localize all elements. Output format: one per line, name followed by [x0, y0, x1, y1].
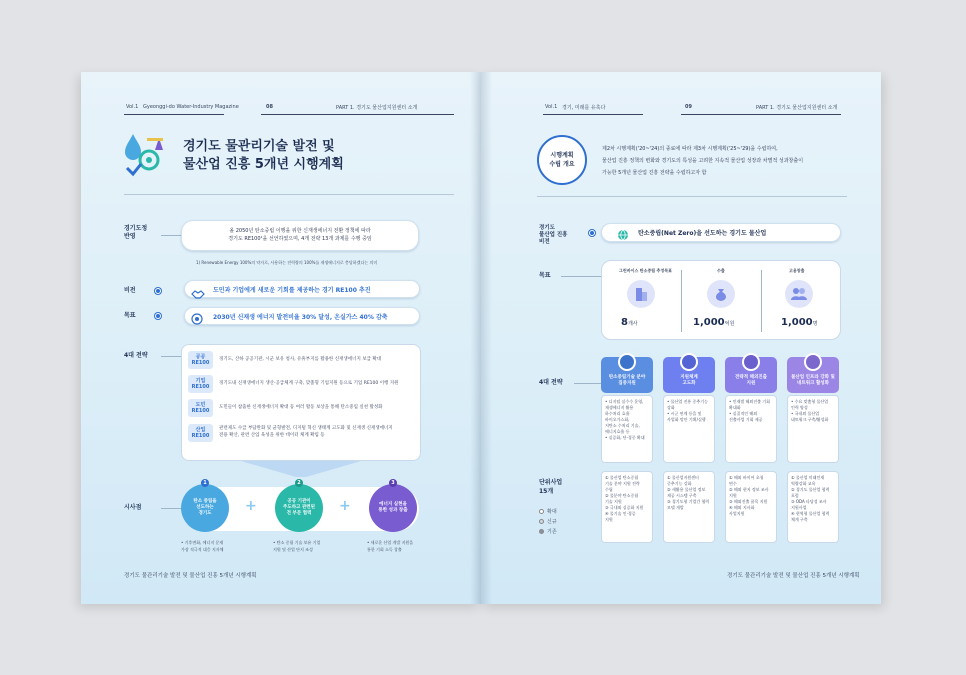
strategy-text: 관련제도 수급 부담완화 및 균형발전, 디지털 혁신 생태계 고도화 및 신재생 신재생에너지 전용 확산, 관련 산업 육성을 위한 데이터 체계 확립 등 [219, 426, 393, 438]
section-label-vision: 비전 [124, 287, 136, 294]
header-rule [543, 114, 643, 115]
strategy-tag: 공공 RE100 [188, 351, 213, 369]
implication-desc: • 탄소 중립 기술 보유 기업 지원 및 산업 단지 조성 [273, 540, 321, 552]
strategy-bullets: • 물산업 진흥 중추기능 강화 • 시군 연계 등을 및 사업화 망안 기획/실행 [663, 395, 715, 463]
target-icon [191, 310, 203, 329]
step-number: 2 [295, 479, 303, 487]
task-list: ① 물산업지원센터 중추기능 강화 ② 새활용 물산업 정보 제공 시스템 구축 ③ 경기도형 기업간 협력 모델 개발 [663, 471, 715, 543]
implication-desc: • 기후변화, 에너지 문제 가장 적극적 대응 지자체 [181, 540, 224, 552]
goal-value: 1,000명 [781, 317, 818, 328]
vision-box: 탄소중립(Net Zero)을 선도하는 경기도 물산업 [601, 223, 841, 242]
water-tech-icon [119, 130, 167, 178]
plus-icon: + [245, 498, 257, 514]
page-number: 08 [266, 104, 273, 110]
divider [761, 270, 762, 332]
book-spine [470, 72, 492, 604]
plus-icon: + [339, 498, 351, 514]
connector [161, 508, 181, 509]
section-label-implication: 시사점 [124, 504, 142, 511]
header-rule [681, 114, 841, 115]
header-vol: Vol.1 [126, 104, 139, 110]
building-icon [627, 280, 655, 308]
page-title-line1: 경기도 물관리기술 발전 및 [183, 139, 335, 154]
goal-title: 그린바이스 탄소중립 추정목표 [619, 268, 673, 273]
divider [537, 196, 847, 197]
nodes-icon [804, 353, 822, 371]
strategy-text: 경기도내 신재생에너지 생산·공급체계 구축, 맞춤형 기업지원 등으로 기업 RE100 이행 지원 [219, 381, 399, 386]
section-label-strategy: 4대 전략 [539, 379, 563, 386]
network-icon [680, 353, 698, 371]
legend-dot [539, 519, 544, 524]
footnote: 1) Renewable Energy 100%의 약자로, 사용하는 전력량의 100%를 재생에너지로 충당하겠다는 의미 [196, 260, 378, 265]
header-vol: Vol.1 [545, 104, 558, 110]
header-rule [261, 114, 454, 115]
section-label-goal: 목표 [124, 312, 136, 319]
strategy-bullets: • 인재별 해외진출 기회 확대화 • 실질적인 해외 진출사업 기회 제공 [725, 395, 777, 463]
goal-value: 1,000억원 [693, 317, 735, 328]
strategy-tag: 도민 RE100 [188, 399, 213, 417]
divider [124, 194, 454, 195]
connector [561, 276, 601, 277]
strategy-tag: 기업 RE100 [188, 375, 213, 393]
goal-title: 고용창출 [789, 268, 805, 273]
section-label-vision: 경기도 물산업 진흥 비전 [539, 225, 568, 245]
chip-icon [618, 353, 636, 371]
strategy-tag: 산업 RE100 [188, 424, 213, 442]
strategy-text: 경기도, 산하 공공기관, 시군 보유 청사, 유휴부지를 활용한 신재생에너지 보급 확대 [219, 357, 382, 362]
legend-item: 신규 [539, 518, 557, 525]
header-rule [124, 114, 224, 115]
vision-box: 도민과 기업에게 새로운 기회를 제공하는 경기 RE100 추진 [184, 280, 420, 298]
legend-dot [539, 529, 544, 534]
implication-desc: • 새로운 산업 개발 지원을 통한 기회 소득 창출 [367, 540, 414, 552]
people-icon [785, 280, 813, 308]
task-list: ① 물산업 탄소중립 기술 분야 지원 전략 수립 ② 물분야 탄소중립 기술 지원 ③ 극내외 실증화 지원 ④ 물기술 인·경증 지원 [601, 471, 653, 543]
strategy-column-head: 지원체계 고도화 [663, 357, 715, 393]
section-label-strategy: 4대 전략 [124, 352, 148, 359]
goal-box: 2030년 신재생 에너지 발전비율 30% 달성, 온실가스 40% 감축 [184, 307, 420, 325]
bullet [155, 313, 161, 319]
implication-circle-1: 탄소 중립을 선도하는 경기도 [181, 484, 229, 532]
section-label-goal: 목표 [539, 272, 551, 279]
step-number: 3 [389, 479, 397, 487]
task-list: ① 해외 바이어 초청 면수 ② 해외 현지 정보 조사 지원 ③ 해외진출 품목 지원 ④ 해외 지사화 사업지원 [725, 471, 777, 543]
section-label-tasks: 단위사업 15개 [539, 479, 563, 495]
legend-dot [539, 509, 544, 514]
funnel-arrow [181, 461, 421, 481]
implication-circle-3: 에너지 실현을 통한 성과 창출 [369, 484, 417, 532]
page-footer: 경기도 물관리기술 발전 및 물산업 진흥 5개년 시행계획 [124, 573, 257, 579]
header-magazine: 경기, 미래를 유혹다 [562, 105, 606, 111]
goal-title: 수출 [717, 268, 725, 273]
page-footer: 경기도 물관리기술 발전 및 물산업 진흥 5개년 시행계획 [727, 573, 860, 579]
section-label-policy: 경기도정 반영 [124, 225, 148, 240]
strategy-bullets: • 디지털 실수수 운영, 재생에너지 활용 하수처리 효율 바이오가스화, 저탄소 수처리 기술, 에너지효율 등 • 실증화, 단·경중 확대 [601, 395, 653, 463]
legend-item: 확대 [539, 508, 557, 515]
connector [161, 356, 183, 357]
globe-icon [617, 226, 629, 245]
strategy-column-head: 물산업 인프라 강화 및 네트워크 활성화 [787, 357, 839, 393]
step-number: 1 [201, 479, 209, 487]
money-bag-icon [707, 280, 735, 308]
strategy-text: 도민들이 참출한 신재생에너지 확대 등 여러 활동 보상을 통해 탄소중립 실천 활성화 [219, 405, 383, 410]
right-page [481, 72, 881, 604]
handshake-icon [191, 284, 205, 303]
bullet [589, 230, 595, 236]
left-page [81, 72, 481, 604]
connector [574, 383, 601, 384]
header-magazine: Gyeonggi-do Water-Industry Magazine [143, 104, 239, 110]
overview-badge: 시행계획 수립 개요 [537, 135, 587, 185]
page-number: 09 [685, 104, 692, 110]
header-part: PART 1. 경기도 물산업지원센터 소개 [756, 105, 838, 111]
divider [681, 270, 682, 332]
implication-circle-2: 공공 기관이 주도하고 관련된 전 부문 협력 [275, 484, 323, 532]
strategy-column-head: 탄소중립기술 분야 집중지원 [601, 357, 653, 393]
legend-item: 기존 [539, 528, 557, 535]
page-title-line2: 물산업 진흥 5개년 시행계획 [183, 157, 344, 172]
strategy-bullets: • 수요 맞춤형 물산업 인력 양성 • 국내외 물산업 네트워크 구축/활성화 [787, 395, 839, 463]
connector [161, 235, 183, 236]
globe-icon [742, 353, 760, 371]
task-list: ① 물산업 미래인재 역량강화 교육 ② 경기도 물산업 협력 포럼 ③ ODA 타당성 조사 지원사업 ④ 현역형 물산업 협력 체계 구축 [787, 471, 839, 543]
goal-value: 8개사 [621, 317, 638, 328]
header-part: PART 1. 경기도 물산업지원센터 소개 [336, 105, 418, 111]
bullet [155, 288, 161, 294]
overview-text: 제2차 시행계획('20~'24)의 종료에 따라 제3차 시행계획('25~'29)을 수립하여, 물산업 진흥 정책의 변화와 경기도의 특성을 고려한 지속적 물산업 성장과 차별적 성과창출이 가능한 5개년 물산업 진흥 전략을 수립하고자 함 [602, 146, 804, 176]
strategy-column-head: 전략적 해외진출 지원 [725, 357, 777, 393]
policy-box: 올 2050년 탄소중립 이행을 위한 신재생에너지 전환 정책에 따라 경기도 RE100¹을 선언하였으며, 4개 전략 13개 과제를 수행 중임 [181, 220, 419, 251]
